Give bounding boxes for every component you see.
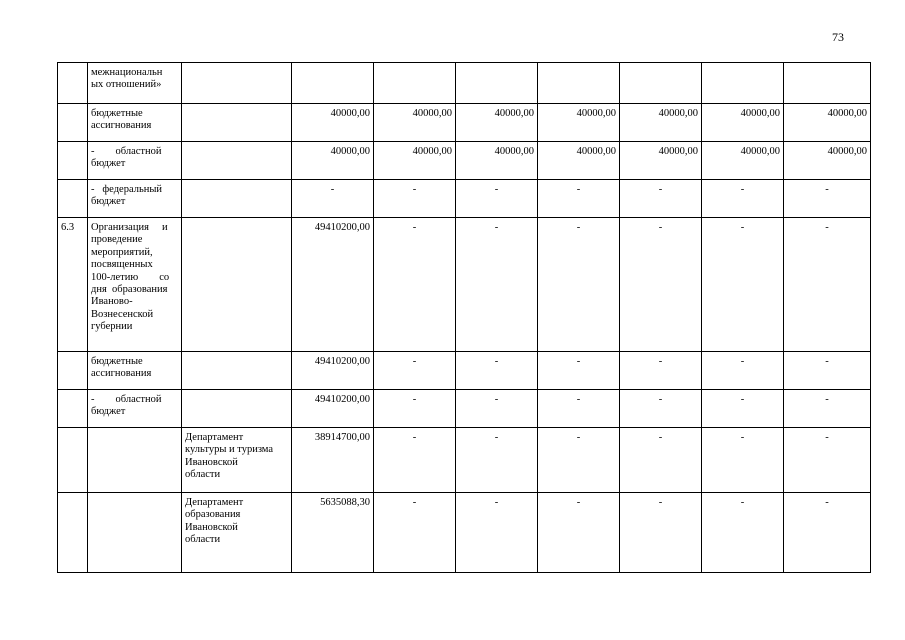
table-row xyxy=(58,142,871,180)
item-name-cell xyxy=(88,142,182,180)
amount-cell: - xyxy=(620,218,702,352)
amount-cell: - xyxy=(374,493,456,573)
item-name-cell xyxy=(88,180,182,218)
amount-cell: - xyxy=(702,493,784,573)
amount-cell: - xyxy=(456,352,538,390)
amount-cell: - xyxy=(538,390,620,428)
amount-cell: - xyxy=(784,390,871,428)
amount-cell: 40000,00 xyxy=(784,104,871,142)
amount-cell: - xyxy=(784,352,871,390)
item-name-line: бюджет xyxy=(91,158,126,170)
executor-line: Ивановской xyxy=(185,521,238,533)
row-number-cell: 6.3 xyxy=(58,218,88,352)
table-row xyxy=(58,390,871,428)
item-name-line: мероприятий, xyxy=(91,246,153,258)
item-name-line: посвященных xyxy=(91,259,153,271)
item-name-line: бюджет xyxy=(91,196,126,208)
executor-line: культуры и туризма xyxy=(185,444,274,456)
item-name-line: ассигнования xyxy=(91,120,152,132)
amount-cell: 49410200,00 xyxy=(292,218,374,352)
amount-cell: 49410200,00 xyxy=(292,352,374,390)
amount-cell: 40000,00 xyxy=(538,104,620,142)
amount-cell: 49410200,00 xyxy=(292,390,374,428)
amount-cell: 40000,00 xyxy=(374,142,456,180)
budget-table xyxy=(57,62,871,573)
amount-cell: 40000,00 xyxy=(456,104,538,142)
item-name-line: ассигнования xyxy=(91,368,152,380)
amount-cell: - xyxy=(456,493,538,573)
amount-cell: - xyxy=(374,352,456,390)
item-name-line: 100-летию со xyxy=(91,271,170,283)
amount-cell xyxy=(620,63,702,104)
item-name-line: - областной xyxy=(91,146,162,157)
amount-cell: - xyxy=(784,428,871,493)
amount-cell: 40000,00 xyxy=(292,104,374,142)
row-number-cell xyxy=(58,142,88,180)
executor-cell xyxy=(182,493,292,573)
amount-cell: 40000,00 xyxy=(702,142,784,180)
amount-cell: - xyxy=(702,428,784,493)
amount-cell: - xyxy=(702,218,784,352)
executor-cell xyxy=(182,104,292,142)
executor-line: образования xyxy=(185,509,241,521)
amount-cell: - xyxy=(374,428,456,493)
executor-line: Ивановской xyxy=(185,456,238,468)
executor-cell xyxy=(182,352,292,390)
amount-cell: - xyxy=(702,180,784,218)
amount-cell xyxy=(292,63,374,104)
amount-cell: 5635088,30 xyxy=(292,493,374,573)
amount-cell: - xyxy=(538,180,620,218)
amount-cell: - xyxy=(702,390,784,428)
executor-line: области xyxy=(185,469,221,481)
amount-cell: - xyxy=(456,180,538,218)
item-name-cell xyxy=(88,218,182,352)
table-row xyxy=(58,428,871,493)
amount-cell: 40000,00 xyxy=(620,142,702,180)
amount-cell xyxy=(456,63,538,104)
amount-cell: - xyxy=(702,352,784,390)
table-row xyxy=(58,218,871,352)
item-name-line: ых отношений» xyxy=(91,79,162,91)
item-name-line: - областной xyxy=(91,394,162,405)
amount-cell: - xyxy=(456,390,538,428)
item-name-line: проведение xyxy=(91,234,143,246)
amount-cell: - xyxy=(620,180,702,218)
item-name-line: - федеральный xyxy=(91,184,163,195)
item-name-cell xyxy=(88,390,182,428)
amount-cell: 40000,00 xyxy=(784,142,871,180)
amount-cell: - xyxy=(374,218,456,352)
table-row xyxy=(58,104,871,142)
executor-cell xyxy=(182,428,292,493)
item-name-line: Иваново- xyxy=(91,296,133,308)
executor-cell xyxy=(182,180,292,218)
amount-cell: - xyxy=(456,428,538,493)
amount-cell: - xyxy=(374,180,456,218)
amount-cell: - xyxy=(538,352,620,390)
item-name-line: бюджет xyxy=(91,406,126,418)
page-number: 73 xyxy=(832,30,844,44)
amount-cell xyxy=(374,63,456,104)
amount-cell: - xyxy=(456,218,538,352)
amount-cell: 40000,00 xyxy=(292,142,374,180)
amount-cell: 38914700,00 xyxy=(292,428,374,493)
row-number-cell xyxy=(58,352,88,390)
table-row xyxy=(58,63,871,104)
executor-cell xyxy=(182,63,292,104)
item-name-line: Вознесенской xyxy=(91,308,154,320)
amount-cell: - xyxy=(620,428,702,493)
amount-cell: 40000,00 xyxy=(456,142,538,180)
table-row xyxy=(58,493,871,573)
item-name-line: межнациональн xyxy=(91,67,163,78)
executor-cell xyxy=(182,390,292,428)
executor-cell xyxy=(182,218,292,352)
amount-cell: - xyxy=(784,180,871,218)
amount-cell: 40000,00 xyxy=(374,104,456,142)
row-number-cell xyxy=(58,390,88,428)
amount-cell: - xyxy=(784,493,871,573)
executor-line: области xyxy=(185,534,221,546)
item-name-line: бюджетные xyxy=(91,356,143,367)
table-row xyxy=(58,352,871,390)
item-name-line: губернии xyxy=(91,321,133,333)
amount-cell: - xyxy=(784,218,871,352)
amount-cell: - xyxy=(374,390,456,428)
amount-cell: - xyxy=(620,493,702,573)
table-body xyxy=(58,63,871,573)
row-number-cell xyxy=(58,428,88,493)
item-name-line: бюджетные xyxy=(91,108,143,119)
amount-cell: - xyxy=(620,352,702,390)
table-row xyxy=(58,180,871,218)
item-name-cell xyxy=(88,493,182,573)
row-number-cell xyxy=(58,104,88,142)
amount-cell xyxy=(702,63,784,104)
row-number-cell xyxy=(58,180,88,218)
item-name-cell xyxy=(88,104,182,142)
amount-cell xyxy=(538,63,620,104)
amount-cell: 40000,00 xyxy=(702,104,784,142)
item-name-cell xyxy=(88,428,182,493)
item-name-cell xyxy=(88,63,182,104)
amount-cell xyxy=(784,63,871,104)
amount-cell: - xyxy=(538,428,620,493)
amount-cell: - xyxy=(292,180,374,218)
item-name-cell xyxy=(88,352,182,390)
executor-cell xyxy=(182,142,292,180)
amount-cell: 40000,00 xyxy=(538,142,620,180)
amount-cell: - xyxy=(538,493,620,573)
executor-line: Департамент xyxy=(185,432,244,443)
item-name-line: дня образования xyxy=(91,284,168,296)
item-name-line: Организация и xyxy=(91,222,168,233)
row-number-cell xyxy=(58,493,88,573)
executor-line: Департамент xyxy=(185,497,244,508)
amount-cell: - xyxy=(620,390,702,428)
amount-cell: 40000,00 xyxy=(620,104,702,142)
amount-cell: - xyxy=(538,218,620,352)
row-number-cell xyxy=(58,63,88,104)
